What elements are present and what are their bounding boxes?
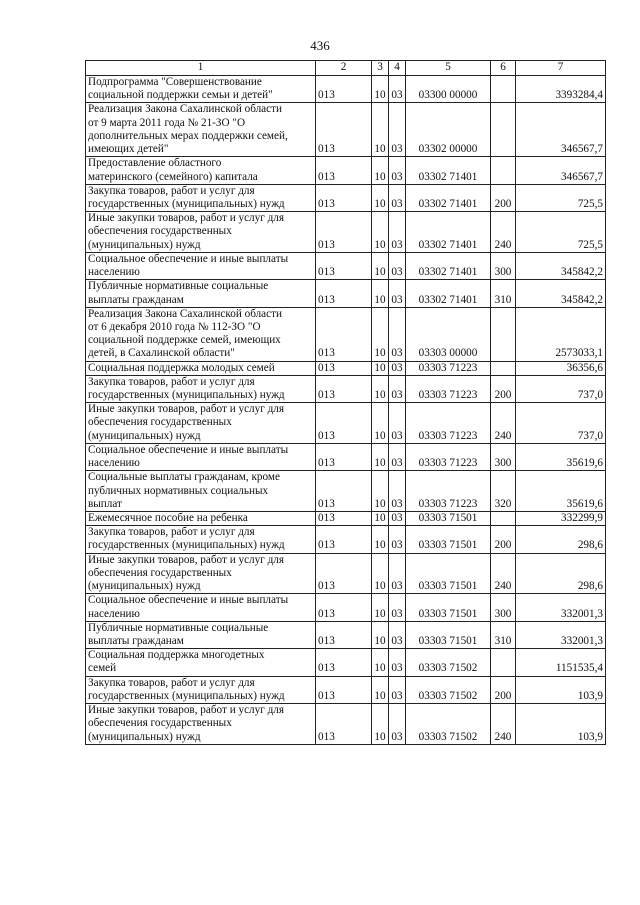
section-code-cell: 10 [372,184,389,211]
table-row [86,76,606,103]
ministry-code-cell: 013 [316,103,372,157]
subsection-code-cell: 03 [389,375,406,402]
subsection-code-cell: 03 [389,361,406,375]
section-code-cell: 10 [372,594,389,621]
expense-type-cell: 240 [491,553,516,594]
amount-cell: 345842,2 [516,280,606,307]
row-name-cell: Закупка товаров, работ и услуг для государственных (муниципальных) нужд [86,676,316,703]
article-code-cell: 03302 71401 [406,184,491,211]
article-code-cell: 03302 00000 [406,103,491,157]
section-code-cell: 10 [372,157,389,184]
table-row [86,361,606,375]
section-code-cell: 10 [372,212,389,253]
subsection-code-cell: 03 [389,103,406,157]
row-name-cell: Ежемесячное пособие на ребенка [86,512,316,526]
section-code-cell: 10 [372,649,389,676]
subsection-code-cell: 03 [389,553,406,594]
table-row [86,307,606,361]
article-code-cell: 03303 71502 [406,676,491,703]
article-code-cell: 03303 71501 [406,621,491,648]
article-code-cell: 03303 71502 [406,704,491,745]
ministry-code-cell: 013 [316,526,372,553]
table-row [86,212,606,253]
header-cell: 4 [389,61,406,76]
subsection-code-cell: 03 [389,307,406,361]
ministry-code-cell: 013 [316,212,372,253]
table-row [86,526,606,553]
amount-cell: 1151535,4 [516,649,606,676]
ministry-code-cell: 013 [316,280,372,307]
expense-type-cell [491,649,516,676]
table-row [86,676,606,703]
table-row [86,704,606,745]
amount-cell: 345842,2 [516,252,606,279]
article-code-cell: 03303 71223 [406,471,491,512]
table-row [86,184,606,211]
section-code-cell: 10 [372,76,389,103]
ministry-code-cell: 013 [316,307,372,361]
subsection-code-cell: 03 [389,621,406,648]
subsection-code-cell: 03 [389,512,406,526]
expense-type-cell: 240 [491,212,516,253]
ministry-code-cell: 013 [316,76,372,103]
article-code-cell: 03303 71501 [406,526,491,553]
expense-type-cell: 200 [491,184,516,211]
section-code-cell: 10 [372,553,389,594]
section-code-cell: 10 [372,512,389,526]
amount-cell: 725,5 [516,184,606,211]
expense-type-cell: 310 [491,621,516,648]
section-code-cell: 10 [372,443,389,470]
article-code-cell: 03302 71401 [406,157,491,184]
header-cell: 6 [491,61,516,76]
row-name-cell: Подпрограмма "Совершенствование социальной поддержки семьи и детей" [86,76,316,103]
ministry-code-cell: 013 [316,443,372,470]
header-cell: 3 [372,61,389,76]
expense-type-cell [491,157,516,184]
article-code-cell: 03302 71401 [406,212,491,253]
row-name-cell: Иные закупки товаров, работ и услуг для обеспечения государственных (муниципальных) нужд [86,403,316,444]
subsection-code-cell: 03 [389,704,406,745]
expense-type-cell [491,76,516,103]
table-row [86,512,606,526]
row-name-cell: Социальное обеспечение и иные выплаты населению [86,443,316,470]
header-row [86,61,606,76]
row-name-cell: Публичные нормативные социальные выплаты гражданам [86,621,316,648]
amount-cell: 2573033,1 [516,307,606,361]
ministry-code-cell: 013 [316,252,372,279]
subsection-code-cell: 03 [389,443,406,470]
row-name-cell: Реализация Закона Сахалинской области от 6 декабря 2010 года № 112-ЗО "О социальной поддержке семей, имеющих детей, в Сахалинской области" [86,307,316,361]
section-code-cell: 10 [372,621,389,648]
section-code-cell: 10 [372,307,389,361]
table-row [86,443,606,470]
ministry-code-cell: 013 [316,649,372,676]
table-row [86,280,606,307]
ministry-code-cell: 013 [316,403,372,444]
subsection-code-cell: 03 [389,184,406,211]
expense-type-cell [491,103,516,157]
expense-type-cell [491,307,516,361]
article-code-cell: 03303 71501 [406,594,491,621]
ministry-code-cell: 013 [316,512,372,526]
row-name-cell: Иные закупки товаров, работ и услуг для обеспечения государственных (муниципальных) нужд [86,553,316,594]
expense-type-cell: 300 [491,252,516,279]
amount-cell: 332001,3 [516,594,606,621]
row-name-cell: Социальные выплаты гражданам, кроме публичных нормативных социальных выплат [86,471,316,512]
expense-type-cell: 240 [491,704,516,745]
amount-cell: 35619,6 [516,471,606,512]
ministry-code-cell: 013 [316,704,372,745]
row-name-cell: Реализация Закона Сахалинской области от 9 марта 2011 года № 21-ЗО "О дополнительных мерах поддержки семей, имеющих детей" [86,103,316,157]
article-code-cell: 03303 71502 [406,649,491,676]
subsection-code-cell: 03 [389,526,406,553]
subsection-code-cell: 03 [389,676,406,703]
section-code-cell: 10 [372,103,389,157]
article-code-cell: 03302 71401 [406,280,491,307]
row-name-cell: Иные закупки товаров, работ и услуг для обеспечения государственных (муниципальных) нужд [86,212,316,253]
table-row [86,621,606,648]
table-body [86,76,606,745]
subsection-code-cell: 03 [389,280,406,307]
article-code-cell: 03300 00000 [406,76,491,103]
subsection-code-cell: 03 [389,252,406,279]
expense-type-cell: 300 [491,594,516,621]
table-row [86,553,606,594]
section-code-cell: 10 [372,403,389,444]
section-code-cell: 10 [372,252,389,279]
ministry-code-cell: 013 [316,621,372,648]
amount-cell: 298,6 [516,526,606,553]
subsection-code-cell: 03 [389,212,406,253]
row-name-cell: Закупка товаров, работ и услуг для государственных (муниципальных) нужд [86,184,316,211]
article-code-cell: 03303 71223 [406,375,491,402]
expense-type-cell: 240 [491,403,516,444]
subsection-code-cell: 03 [389,594,406,621]
row-name-cell: Публичные нормативные социальные выплаты гражданам [86,280,316,307]
header-cell: 5 [406,61,491,76]
amount-cell: 332299,9 [516,512,606,526]
amount-cell: 298,6 [516,553,606,594]
ministry-code-cell: 013 [316,471,372,512]
ministry-code-cell: 013 [316,553,372,594]
subsection-code-cell: 03 [389,76,406,103]
section-code-cell: 10 [372,361,389,375]
expense-type-cell: 300 [491,443,516,470]
row-name-cell: Социальное обеспечение и иные выплаты населению [86,594,316,621]
section-code-cell: 10 [372,526,389,553]
expense-type-cell: 310 [491,280,516,307]
ministry-code-cell: 013 [316,157,372,184]
ministry-code-cell: 013 [316,375,372,402]
table-row [86,157,606,184]
subsection-code-cell: 03 [389,403,406,444]
row-name-cell: Закупка товаров, работ и услуг для государственных (муниципальных) нужд [86,375,316,402]
subsection-code-cell: 03 [389,649,406,676]
expense-type-cell: 320 [491,471,516,512]
row-name-cell: Закупка товаров, работ и услуг для государственных (муниципальных) нужд [86,526,316,553]
article-code-cell: 03302 71401 [406,252,491,279]
subsection-code-cell: 03 [389,471,406,512]
amount-cell: 3393284,4 [516,76,606,103]
header-cell: 2 [316,61,372,76]
amount-cell: 737,0 [516,403,606,444]
page-number: 436 [310,38,330,53]
header-cell: 1 [86,61,316,76]
row-name-cell: Социальное обеспечение и иные выплаты населению [86,252,316,279]
amount-cell: 36356,6 [516,361,606,375]
section-code-cell: 10 [372,471,389,512]
amount-cell: 346567,7 [516,103,606,157]
expense-type-cell [491,361,516,375]
row-name-cell: Социальная поддержка молодых семей [86,361,316,375]
article-code-cell: 03303 00000 [406,307,491,361]
table-row [86,594,606,621]
table-row [86,103,606,157]
amount-cell: 332001,3 [516,621,606,648]
section-code-cell: 10 [372,375,389,402]
article-code-cell: 03303 71501 [406,512,491,526]
article-code-cell: 03303 71223 [406,403,491,444]
table-row [86,403,606,444]
ministry-code-cell: 013 [316,184,372,211]
budget-table [85,60,606,745]
table-row [86,252,606,279]
amount-cell: 346567,7 [516,157,606,184]
ministry-code-cell: 013 [316,361,372,375]
row-name-cell: Предоставление областного материнского (семейного) капитала [86,157,316,184]
table-row [86,649,606,676]
ministry-code-cell: 013 [316,676,372,703]
row-name-cell: Социальная поддержка многодетных семей [86,649,316,676]
amount-cell: 35619,6 [516,443,606,470]
table-row [86,375,606,402]
article-code-cell: 03303 71223 [406,443,491,470]
amount-cell: 103,9 [516,704,606,745]
article-code-cell: 03303 71501 [406,553,491,594]
amount-cell: 103,9 [516,676,606,703]
section-code-cell: 10 [372,676,389,703]
section-code-cell: 10 [372,280,389,307]
amount-cell: 725,5 [516,212,606,253]
table-row [86,471,606,512]
expense-type-cell: 200 [491,526,516,553]
expense-type-cell [491,512,516,526]
subsection-code-cell: 03 [389,157,406,184]
header-cell: 7 [516,61,606,76]
expense-type-cell: 200 [491,375,516,402]
expense-type-cell: 200 [491,676,516,703]
amount-cell: 737,0 [516,375,606,402]
article-code-cell: 03303 71223 [406,361,491,375]
row-name-cell: Иные закупки товаров, работ и услуг для обеспечения государственных (муниципальных) нужд [86,704,316,745]
ministry-code-cell: 013 [316,594,372,621]
section-code-cell: 10 [372,704,389,745]
